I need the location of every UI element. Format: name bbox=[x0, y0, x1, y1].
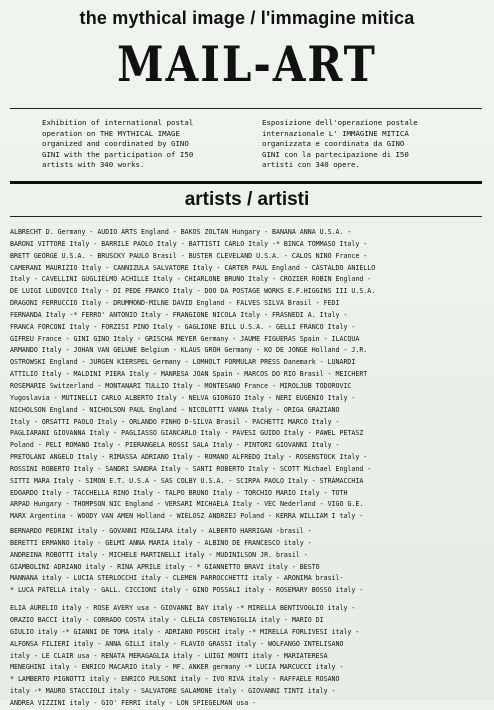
artist-line: GIULIO italy -* GIANNI DE TOMA italy - ADRIANO POSCHI italy -* MIRELLA FORLIVESI italy - bbox=[10, 627, 360, 636]
artist-line: ORAZIO BACCI italy - CORRADO COSTA italy - CLELIA COSTENGIGLIA italy - MARIO DI bbox=[10, 616, 324, 624]
artist-line: ELIA AURELIO italy - ROSE AVERY usa - GIOVANNI BAY italy -* MIRELLA BENTIVOGLIO italy - bbox=[10, 604, 356, 613]
exhibition-header: the mythical image / l'immagine mitica bbox=[79, 8, 415, 28]
intro-italian: Esposizione dell'operazione postale internazionale L' IMMAGINE MITICA organizzata e coordinata da GINO GINI con la partecipazione di I50 artisti con 340 opere. bbox=[262, 118, 418, 170]
divider-section bbox=[10, 216, 482, 217]
artist-line: GIAMBOLINI ADRIANO italy - RINA APRILE italy - * GIANNETTO BRAVI italy - BESTO bbox=[10, 562, 320, 571]
artist-line: BERETTI ERMANNO italy - GELMI ANNA MARIA italy - ALBINO DE FRANCESCO italy - bbox=[10, 538, 312, 547]
artist-line: GIFREU France - GINI GINO Italy - GRISCHA MEYER Germany - JAUME FIGUERAS Spain - ILACQUA bbox=[10, 334, 360, 343]
artist-line: FRANCA FORCONI Italy - FORZISI PINO Italy - GAGLIONE BILL U.S.A. - GELLI FRANCO Italy - bbox=[10, 322, 356, 331]
artist-line: BERNARDO PEDRINI italy - GOVANNI MIGLIARA italy - ALBERTO HARRIGAN -brasil - bbox=[10, 527, 312, 536]
artist-line: ROSSINI ROBERTO Italy - SANDRI SANDRA Italy - SANTI ROBERTO Italy - SCOTT Michael England - bbox=[10, 464, 372, 473]
artist-line: italy -* MAURO STACCIOLI italy - SALVATORE SALAMONE italy - GIOVANNI TINTI italy - bbox=[10, 687, 336, 696]
artist-line: MENEGHINI italy - ENRICO MACARIO italy - MF. ANKER germany -* LUCIA MARCUCCI italy - bbox=[10, 663, 344, 672]
artist-line: BRETT GEORGE U.S.A. - BRUSCKY PAULO Brasil - BUSTER CLEVELAND U.S.A. - CALOS NINO France - bbox=[10, 251, 368, 260]
artist-line: * LUCA PATELLA italy - GALL. CICCIONI italy - GINO POSSALI italy - ROSEMARY BOSSO italy - bbox=[10, 586, 364, 595]
artist-line: EDOARDO Italy - TACCHELLA RINO Italy - TALPO BRUNO Italy - TORCHIO MARIO Italy - TOTH bbox=[10, 488, 348, 497]
artist-list bbox=[10, 227, 488, 710]
artist-line: BARONI VITTORE Italy - BARRILE PAOLO Italy - BATTISTI CARLO Italy -* BINCA TOMMASO Italy - bbox=[10, 239, 368, 248]
artist-line: OSTROWSKI England - JURGEN KIERSPEL Germany - LOMHOLT FORMULAR PRESS Danemark - LUNARDI bbox=[10, 358, 356, 367]
artist-line: PAGLIARANI GIOVANNA Italy - PAGLIASSO GIANCARLO Italy - PAVESI GUIDO Italy - PAWEL PETASZ bbox=[10, 429, 364, 438]
artist-line: Yugoslavia - MUTINELLI CARLO ALBERTO Italy - NELVA GIORGIO Italy - NERI EUGENIO Italy - bbox=[10, 393, 356, 402]
artist-line: SITTI MARA Italy - SIMON E.T. U.S.A - SAS COLBY U.S.A. - SCIRPA PAOLO Italy - STRAMACCHIA bbox=[10, 476, 364, 485]
divider-top bbox=[10, 108, 482, 109]
artist-line: ANDREA VIZZINI italy - GIO' FERRI italy - LON SPIEGELMAN usa - bbox=[10, 698, 257, 707]
artist-line: NICHOLSON England - NICHOLSON PAUL England - NICOLOTTI VANNA Italy - ORIGA GRAZIANO bbox=[10, 405, 340, 414]
intro-english: Exhibition of international postal operation on THE MYTHICAL IMAGE organized and coordinated by GINO GINI with the participation of I50 artists with 340 works. bbox=[42, 118, 194, 170]
artist-line: CAMERANI MAURIZIO Italy - CANNIZULA SALVATORE Italy - CARTER PAUL England - CASTALDO ANIELLO bbox=[10, 263, 376, 272]
artist-line: DRAGONI FERRUCCIO Italy - DRUMMOND-MILNE DAVID England - FALVES SILVA Brasil - FEDI bbox=[10, 299, 340, 308]
artist-line: FERNANDA Italy -* FERRO' ANTONIO Italy - FRANGIONE NICOLA Italy - FRASNEDI A. Italy - bbox=[10, 310, 348, 319]
artist-line: DE LUIGI LUDOVICO Italy - DI PEDE FRANCO Italy - DOO DA POSTAGE WORKS E.F.HIGGINS III U.S.A. bbox=[10, 287, 376, 296]
artist-line: Italy - ORSATTI PAOLO Italy - ORLANDO FINHO D-SILVA Brasil - PACHETTI MARCO Italy - bbox=[10, 417, 340, 426]
artist-line: ROSEMARIE Switzerland - MONTANARI TULLIO Italy - MONTESANO France - MIROLJUB TODOROVIC bbox=[10, 381, 352, 390]
artist-line: ALFONSA FILIERI italy - ANNA GILLI italy - FLAVIO GRASSI italy - WOLFANGO INTELISANO bbox=[10, 639, 344, 648]
artist-line: ARPAD Hungary - THOMPSON NIC England - VERSARI MICHAELA Italy - VEC Nederland - VIGO G.E. bbox=[10, 500, 364, 509]
artist-line: MARX Argentina - WOODY VAN AMEN Holland - WIELOSZ ANDRZEJ Poland - KERRA WILLIAM I taly - bbox=[10, 512, 364, 521]
artist-line: Italy - CAVELLINI GUGLIELMO ACHILLE Italy - CHIARLONE BRUNO Italy - CROZIER ROBIN England - bbox=[10, 275, 372, 284]
artist-line: Poland - PELI ROMANO Italy - PIERANGELA ROSSI SALA Italy - PINTORI GIOVANNI Italy - bbox=[10, 441, 340, 450]
artist-line: ALBRECHT D. Germany - AUDIO ARTS England - BAKOS ZOLTAN Hungary - BANANA ANNA U.S.A. - bbox=[10, 228, 352, 236]
section-title: artists / artisti bbox=[184, 189, 310, 210]
artist-line: italy - LE CLAIR usa - RENATA MERAGAGLIA italy - LUIGI MONTI italy - MARIATERESA bbox=[10, 651, 328, 660]
divider-thick bbox=[10, 181, 482, 184]
main-title: MAIL-ART bbox=[117, 36, 377, 93]
artist-line: MANNANA italy - LUCIA STERLOCCHI italy - CLEMEN PARROCCHETTI italy - ARONIMA brasil- bbox=[10, 574, 344, 583]
artist-line: ARMANDO Italy - JOHAN VAN GELUWE Belgium - KLAUS GROH Germany - KO DE JONGE Holland - J.R. bbox=[10, 346, 368, 355]
artist-line: ATTILIO Italy - MALDINI PIERA Italy - MANRESA JOAN Spain - MARCOS DO RIO Brasil - MEICHERT bbox=[10, 370, 368, 379]
artist-line: ANDREINA ROBOTTI italy - MICHELE MARTINELLI italy - MUDINILSON JR. brasil - bbox=[10, 550, 308, 559]
artist-line: * LAMBERTO PIGNOTTI italy - ENRICO PULSONI italy - IVO RIVA italy - RAFFAELE ROSANO bbox=[10, 675, 340, 684]
artist-line: PRETOLANI ANGELO Italy - RIMASSA ADRIANO Italy - ROMANO ALFREDO Italy - ROSENSTOCK Italy - bbox=[10, 453, 368, 462]
